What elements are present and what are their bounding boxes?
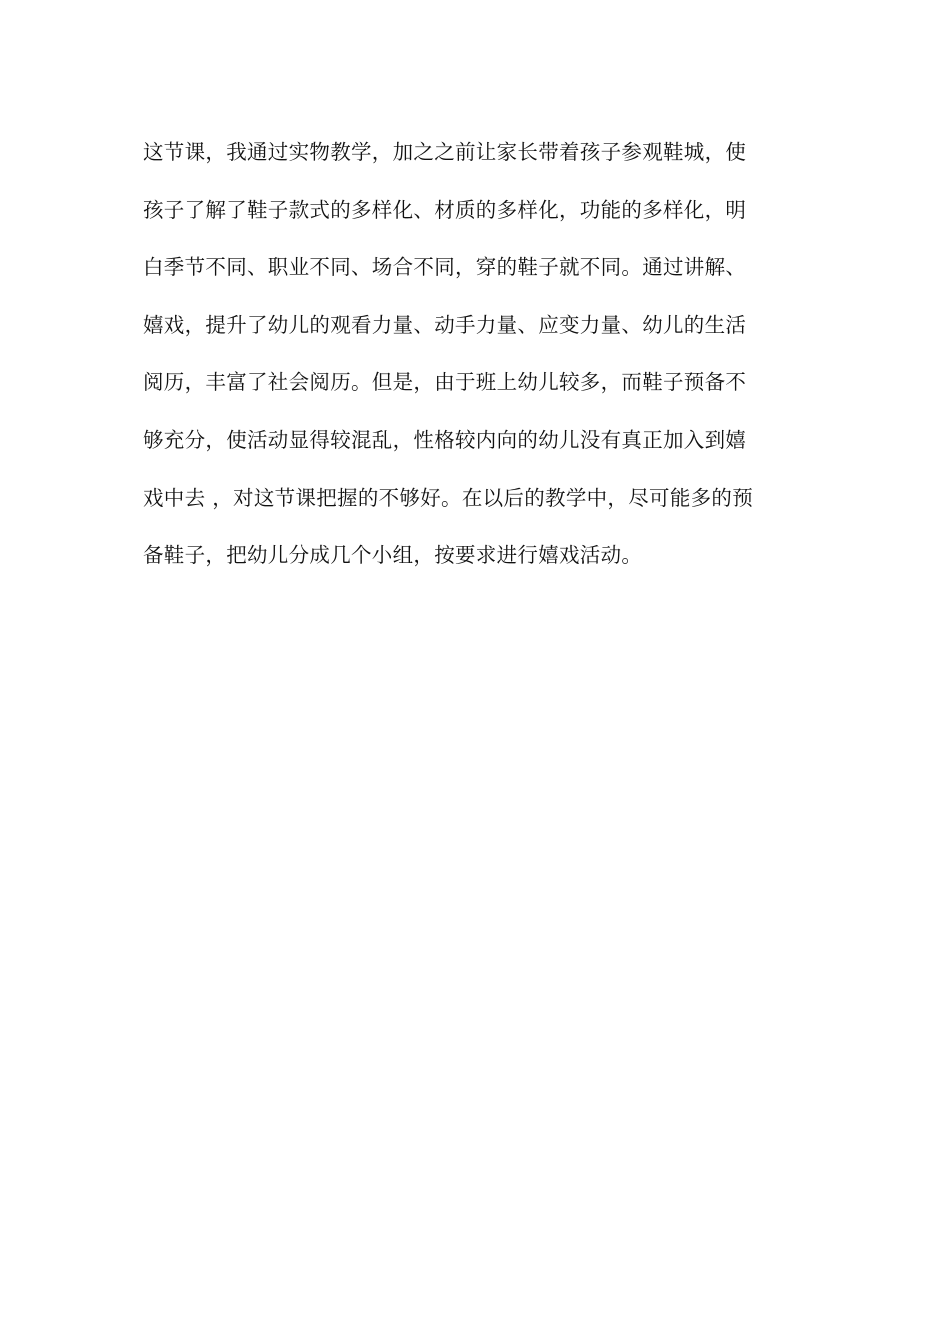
paragraph-line-8: 备鞋子，把幼儿分成几个小组，按要求进行嬉戏活动。 (143, 543, 643, 568)
paragraph-line-6: 够充分，使活动显得较混乱，性格较内向的幼儿没有真正加入到嬉 (143, 427, 747, 452)
paragraph-line-1: 这节课，我通过实物教学，加之之前让家长带着孩子参观鞋城，使 (143, 140, 747, 164)
paragraph-line-3: 白季节不同、职业不同、场合不同，穿的鞋子就不同。通过讲解、 (143, 255, 747, 280)
paragraph-line-5: 阅历，丰富了社会阅历。但是，由于班上幼儿较多，而鞋子预备不 (143, 370, 747, 395)
paragraph-line-4: 嬉戏，提升了幼儿的观看力量、动手力量、应变力量、幼儿的生活 (143, 312, 747, 337)
paragraph-line-7: 戏中去 ，对这节课把握的不够好。在以后的教学中，尽可能多的预 (143, 485, 754, 510)
body-paragraph (143, 130, 813, 591)
paragraph-line-2: 孩子了解了鞋子款式的多样化、材质的多样化，功能的多样化，明 (143, 197, 747, 222)
